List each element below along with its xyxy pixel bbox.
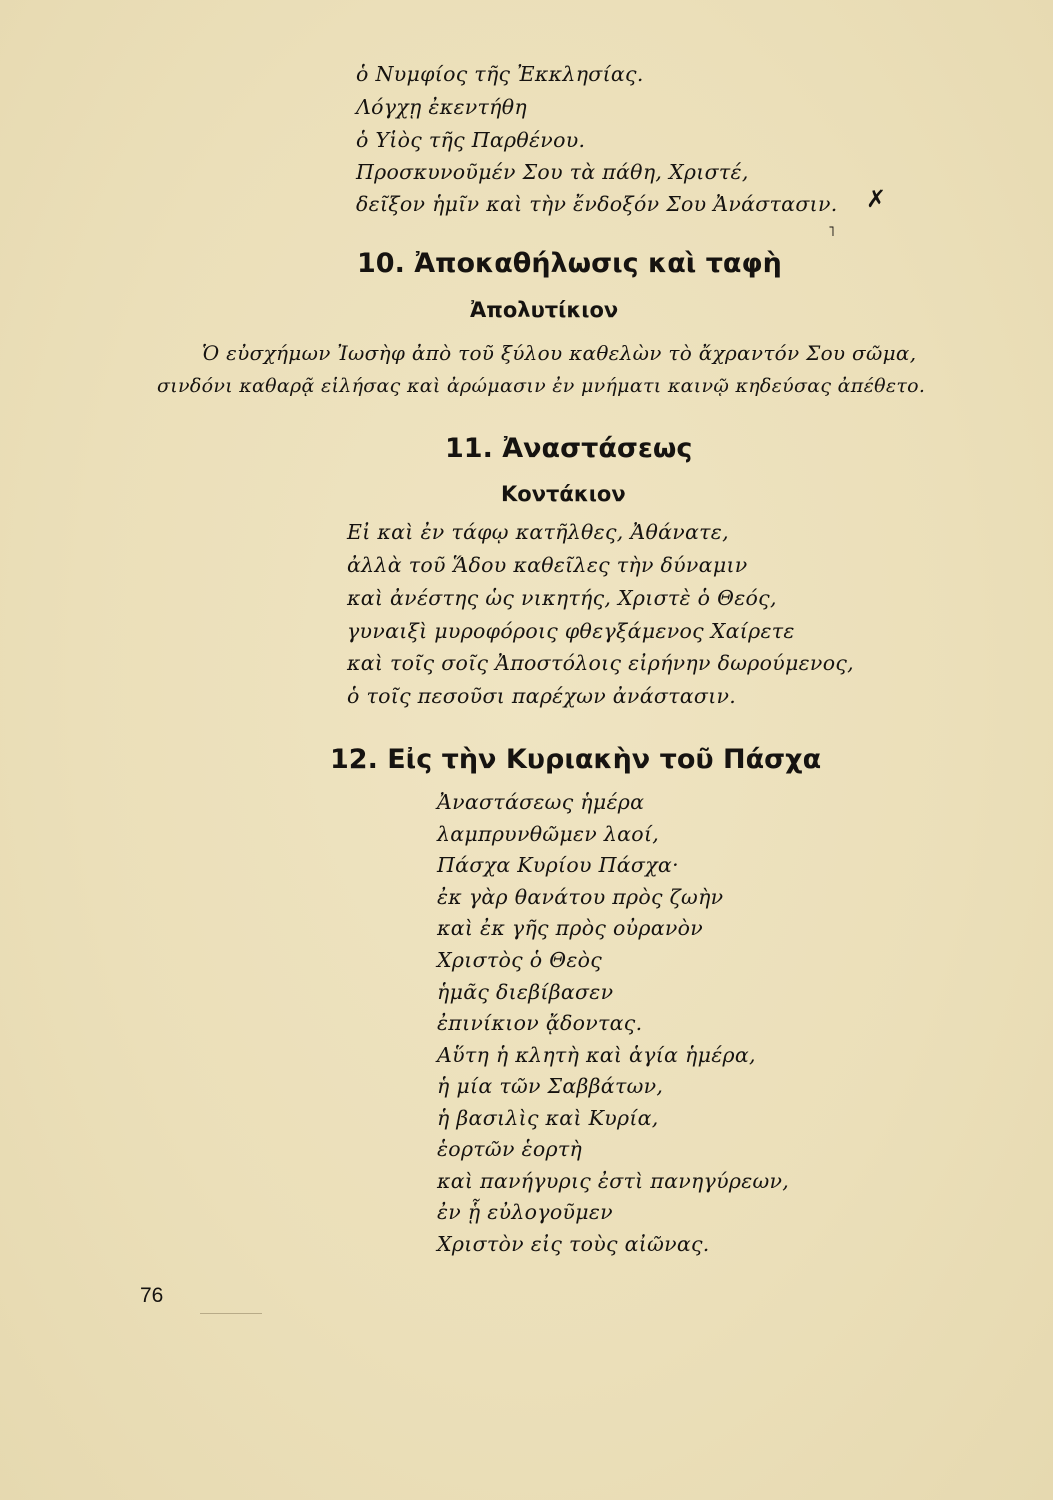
section-10-subtitle: Ἀπολυτίκιον <box>470 298 619 322</box>
section-12-line-3: Πάσχα Κυρίου Πάσχα· <box>437 853 679 877</box>
section-11-line-6: ὁ τοῖς πεσοῦσι παρέχων ἀνάστασιν. <box>347 684 737 708</box>
section-12-line-10: ἡ μία τῶν Σαββάτων, <box>437 1074 664 1098</box>
section-11-line-4: γυναιξὶ μυροφόροις φθεγξάμενος Χαίρετε <box>347 619 795 643</box>
section-12-line-14: ἐν ᾗ εὐλογοῦμεν <box>437 1200 613 1224</box>
section-10-line-1: Ὁ εὐσχήμων Ἰωσὴφ ἀπὸ τοῦ ξύλου καθελὼν τὸ ἄχραντόν Σου σῶμα, <box>202 341 917 365</box>
section-11-title: 11. Ἀναστάσεως <box>445 433 693 464</box>
section-12-line-13: καὶ πανήγυρις ἐστὶ πανηγύρεων, <box>437 1169 790 1193</box>
section-11-line-3: καὶ ἀνέστης ὡς νικητής, Χριστὲ ὁ Θεός, <box>347 586 777 610</box>
section-12-line-8: ἐπινίκιον ᾄδοντας. <box>437 1011 643 1035</box>
section-12-line-2: λαμπρυνθῶμεν λαοί, <box>437 822 660 846</box>
top-line-4: Προσκυνοῦμέν Σου τὰ πάθη, Χριστέ, <box>356 160 749 184</box>
section-12-line-15: Χριστὸν εἰς τοὺς αἰῶνας. <box>437 1232 710 1256</box>
footer-rule <box>200 1313 262 1314</box>
section-12-line-6: Χριστὸς ὁ Θεὸς <box>437 948 603 972</box>
section-12-line-4: ἐκ γὰρ θανάτου πρὸς ζωὴν <box>437 885 724 909</box>
page-number: 76 <box>140 1284 164 1307</box>
section-12-line-7: ἡμᾶς διεβίβασεν <box>437 980 614 1004</box>
top-line-3: ὁ Υἱὸς τῆς Παρθένου. <box>356 128 586 152</box>
section-12-line-12: ἑορτῶν ἑορτὴ <box>437 1137 583 1161</box>
section-11-line-2: ἀλλὰ τοῦ Ἅδου καθεῖλες τὴν δύναμιν <box>347 553 748 577</box>
section-10-title: 10. Ἀποκαθήλωσις καὶ ταφὴ <box>357 248 782 279</box>
section-12-line-1: Ἀναστάσεως ἡμέρα <box>437 790 645 814</box>
section-11-line-5: καὶ τοῖς σοῖς Ἀποστόλοις εἰρήνην δωρούμενος, <box>347 651 854 675</box>
section-11-line-1: Εἰ καὶ ἐν τάφῳ κατῆλθες, Ἀθάνατε, <box>347 520 729 544</box>
handwritten-cross-mark: ✗ <box>866 185 887 213</box>
section-12-line-9: Αὕτη ἡ κλητὴ καὶ ἁγία ἡμέρα, <box>437 1043 756 1067</box>
section-12-title: 12. Εἰς τὴν Κυριακὴν τοῦ Πάσχα <box>330 744 822 775</box>
top-line-1: ὁ Νυμφίος τῆς Ἐκκλησίας. <box>356 62 644 86</box>
section-11-subtitle: Κοντάκιον <box>501 482 626 506</box>
section-12-line-5: καὶ ἐκ γῆς πρὸς οὐρανὸν <box>437 916 704 940</box>
section-10-line-2: σινδόνι καθαρᾷ εἱλήσας καὶ ἀρώμασιν ἐν μνήματι καινῷ κηδεύσας ἀπέθετο. <box>157 375 926 397</box>
top-line-2: Λόγχῃ ἐκεντήθη <box>356 95 527 119</box>
top-line-5: δεῖξον ἡμῖν καὶ τὴν ἔνδοξόν Σου Ἀνάστασιν. <box>356 192 838 216</box>
handwritten-tick-mark: ˥ <box>828 224 835 240</box>
section-12-line-11: ἡ βασιλὶς καὶ Κυρία, <box>437 1106 659 1130</box>
